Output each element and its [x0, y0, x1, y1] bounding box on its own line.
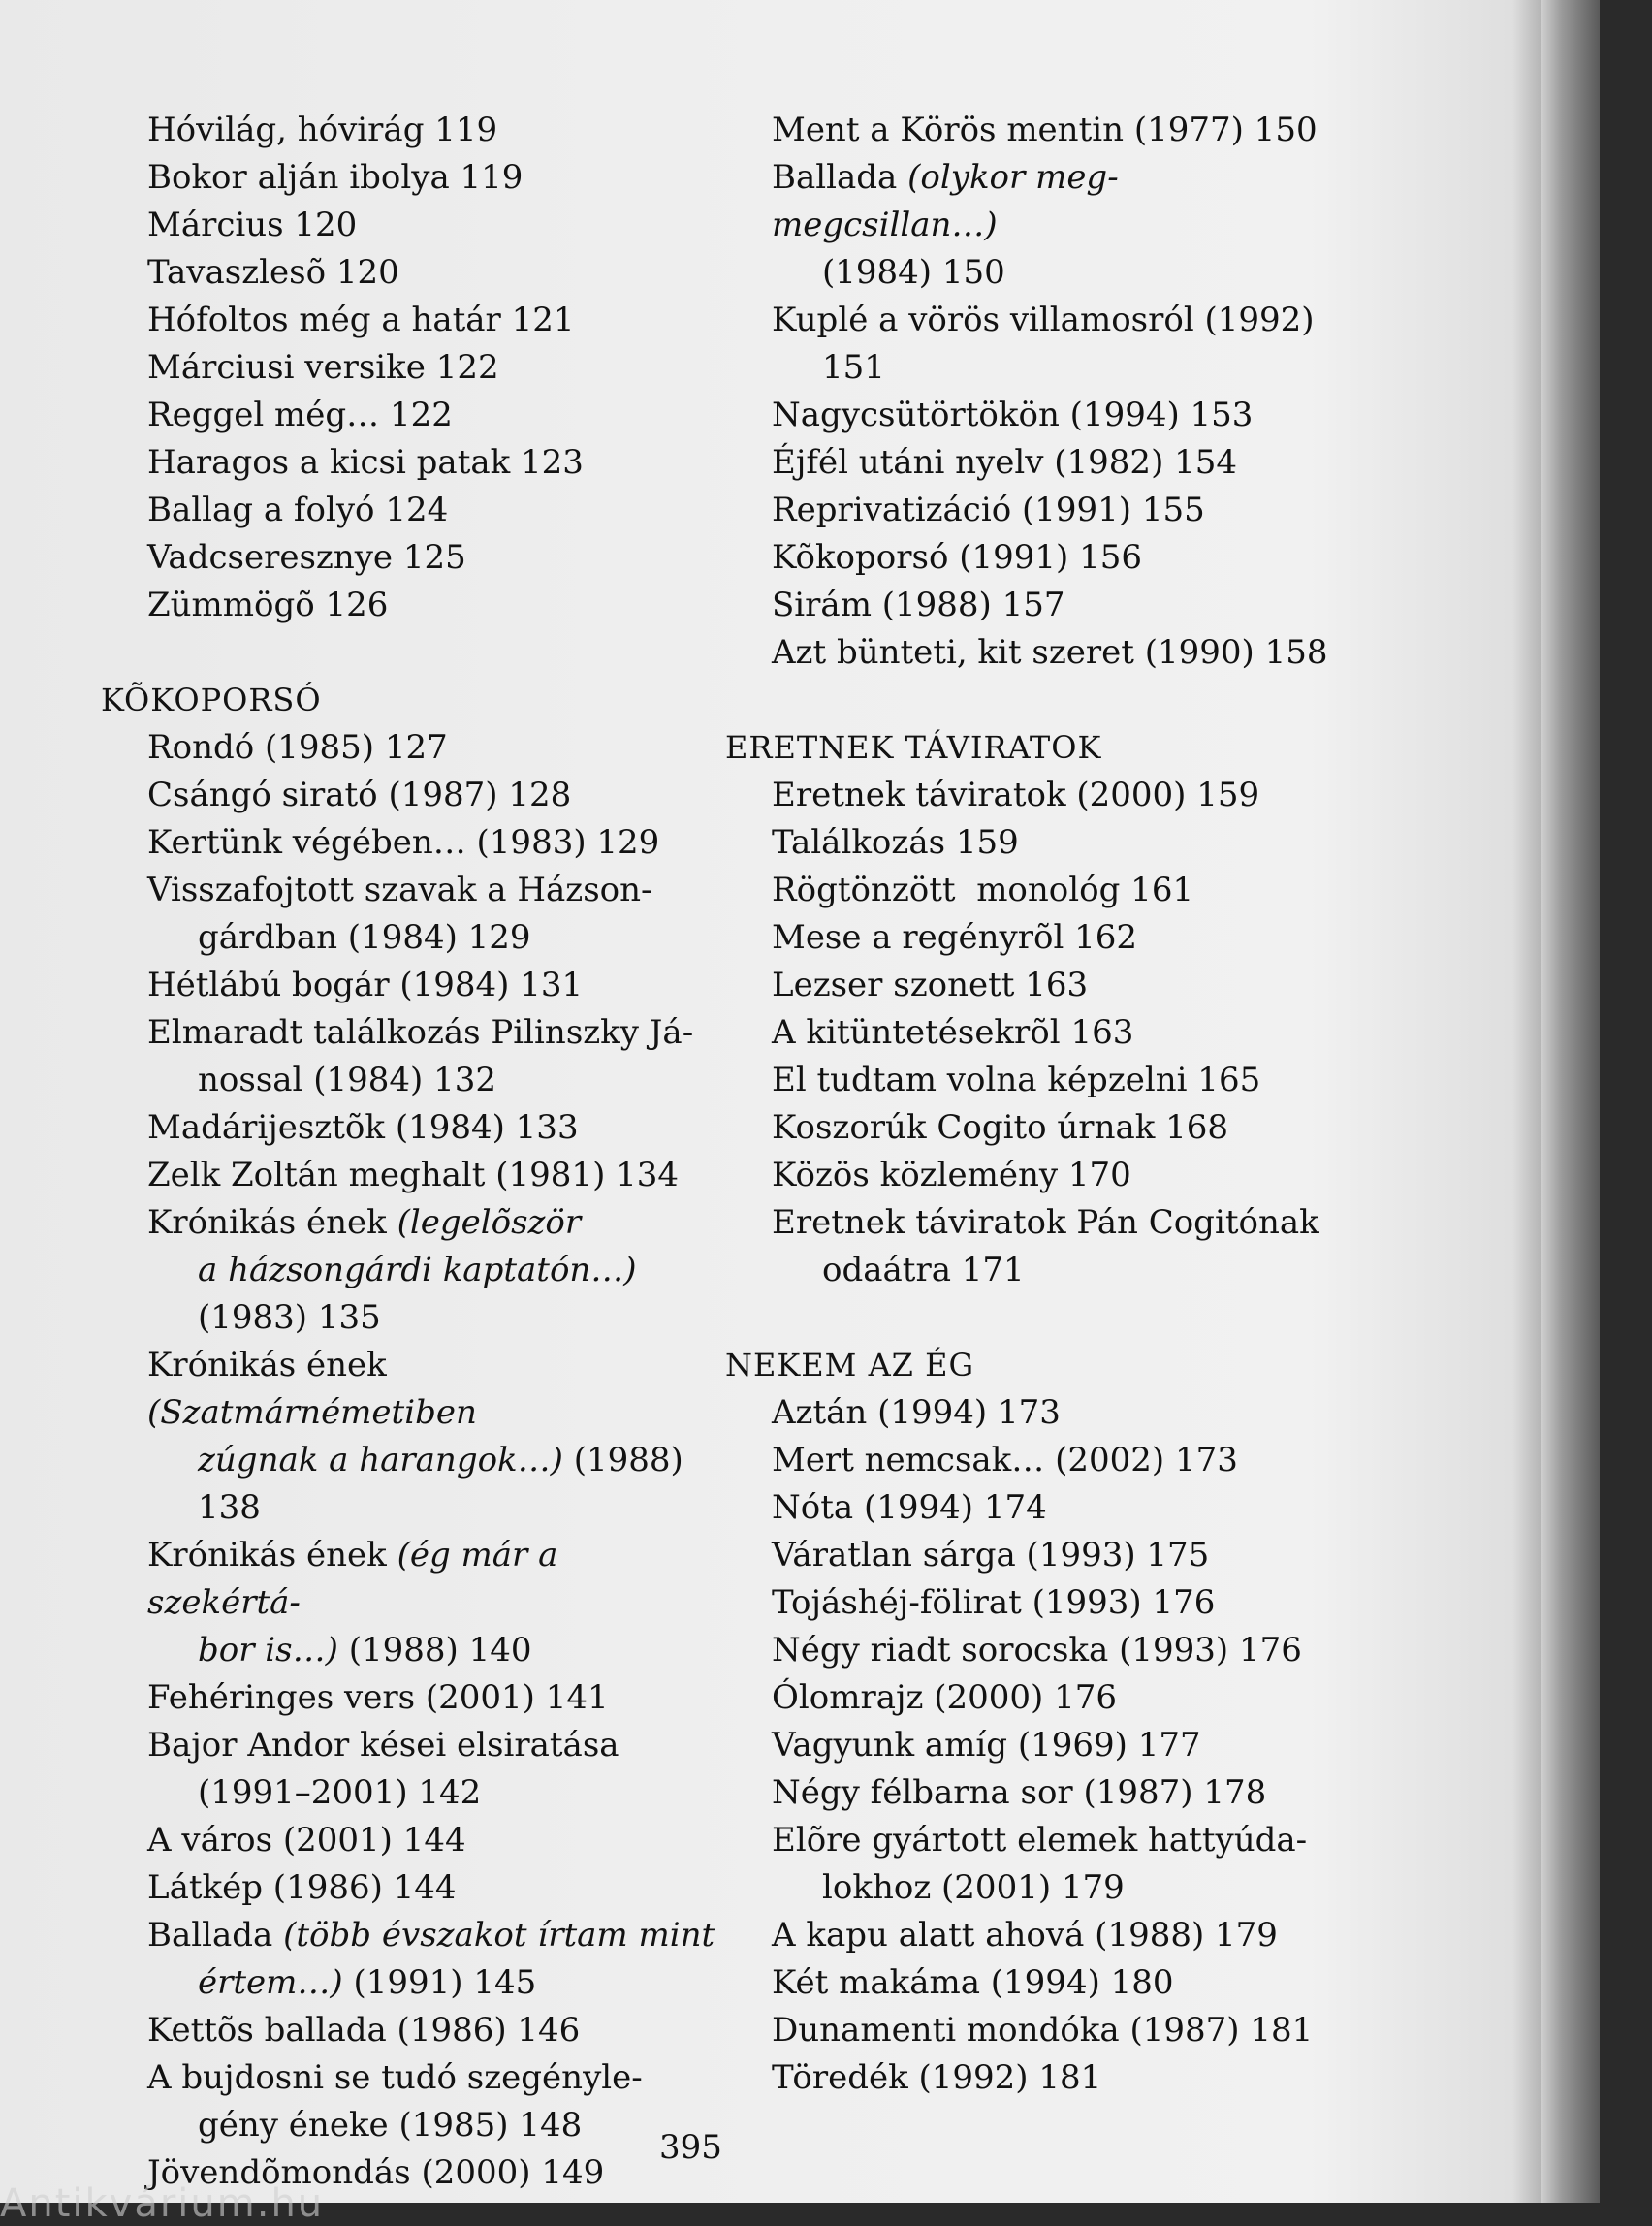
toc-entry: Fehéringes vers (2001) 141 [147, 1678, 609, 1717]
toc-entry: Elõre gyártott elemek hattyúda- [772, 1821, 1308, 1860]
entry-title: Krónikás ének [147, 1346, 387, 1384]
section-gap [725, 677, 1336, 724]
toc-entry: Rögtönzött monológ 161 [772, 871, 1194, 909]
toc-entry-continuation: odaátra 171 [822, 1251, 1025, 1289]
watermark: Antikvárium.hu [0, 2181, 325, 2226]
toc-entry: Ballag a folyó 124 [147, 491, 449, 529]
toc-entry: Látkép (1986) 144 [147, 1868, 457, 1907]
section-heading: NEKEM AZ ÉG [725, 1347, 974, 1383]
toc-entry-continuation: 151 [822, 348, 885, 387]
section-heading: ERETNEK TÁVIRATOK [725, 729, 1102, 766]
toc-entry: Márciusi versike 122 [147, 348, 499, 387]
toc-entry: Reggel még… 122 [147, 396, 453, 434]
toc-entry: Koszorúk Cogito úrnak 168 [772, 1108, 1229, 1147]
toc-entry: Éjfél utáni nyelv (1982) 154 [772, 443, 1238, 482]
toc-entry-continuation [101, 1247, 721, 1294]
toc-entry: Tavaszlesõ 120 [147, 253, 399, 292]
toc-entry: Tojáshéj-fölirat (1993) 176 [772, 1583, 1216, 1622]
toc-entry: Két makáma (1994) 180 [772, 1963, 1174, 2002]
toc-entry: Váratlan sárga (1993) 175 [772, 1536, 1210, 1574]
right-column [725, 107, 1336, 2102]
book-edge [1541, 0, 1600, 2203]
toc-entry: Jövendõmondás (2000) 149 [147, 2153, 605, 2192]
toc-entry-continuation [101, 1959, 721, 2007]
entry-subtitle: (legelõször [397, 1203, 582, 1242]
toc-entry: Eretnek táviratok (2000) 159 [772, 776, 1260, 814]
toc-entry: Reprivatizáció (1991) 155 [772, 491, 1205, 529]
toc-entry: A kitüntetésekrõl 163 [772, 1013, 1134, 1052]
toc-entry-continuation: (1983) 135 [198, 1298, 381, 1337]
toc-entry-continuation: (1991–2001) 142 [198, 1773, 482, 1812]
toc-entry: Kõkoporsó (1991) 156 [772, 538, 1143, 577]
toc-entry: Azt bünteti, kit szeret (1990) 158 [772, 633, 1328, 672]
toc-entry [101, 1912, 721, 1959]
toc-entry [101, 1199, 721, 1247]
section-gap [101, 629, 721, 677]
page-number: 395 [659, 2128, 722, 2167]
toc-entry-continuation: gény éneke (1985) 148 [198, 2106, 583, 2145]
toc-entry: Kettõs ballada (1986) 146 [147, 2011, 581, 2050]
entry-subtitle: (olykor meg-megcsillan…) [772, 158, 1119, 244]
toc-entry: Rondó (1985) 127 [147, 728, 448, 767]
left-column [101, 107, 721, 2197]
toc-entry: Kuplé a vörös villamosról (1992) [772, 301, 1315, 339]
toc-entry: Ólomrajz (2000) 176 [772, 1678, 1118, 1717]
entry-subtitle: (Szatmárnémetiben [147, 1393, 477, 1432]
toc-entry: Ment a Körös mentin (1977) 150 [772, 111, 1318, 149]
entry-subtitle: értem…) [198, 1963, 343, 2002]
toc-entry-continuation: lokhoz (2001) 179 [822, 1868, 1125, 1907]
toc-entry: Vadcseresznye 125 [147, 538, 466, 577]
toc-entry: Nagycsütörtökön (1994) 153 [772, 396, 1254, 434]
entry-page: (1988) 138 [198, 1441, 683, 1527]
toc-entry: Kertünk végében… (1983) 129 [147, 823, 660, 862]
entry-title: Krónikás ének [147, 1203, 397, 1242]
toc-entry [725, 154, 1336, 249]
section-heading: KÕKOPORSÓ [101, 682, 322, 718]
toc-entry: Elmaradt találkozás Pilinszky Já- [147, 1013, 694, 1052]
toc-entry: Mese a regényrõl 162 [772, 918, 1138, 957]
toc-entry: Csángó sirató (1987) 128 [147, 776, 572, 814]
entry-title: Ballada [772, 158, 908, 197]
toc-entry: Vagyunk amíg (1969) 177 [772, 1726, 1201, 1765]
toc-entry-continuation: (1984) 150 [822, 253, 1005, 292]
toc-entry: Visszafojtott szavak a Házson- [147, 871, 652, 909]
toc-entry-continuation: gárdban (1984) 129 [198, 918, 531, 957]
toc-entry: Bajor Andor kései elsiratása [147, 1726, 620, 1765]
toc-entry: Dunamenti mondóka (1987) 181 [772, 2011, 1314, 2050]
toc-entry: Hóvilág, hóvirág 119 [147, 111, 498, 149]
entry-subtitle: (több évszakot írtam mint [283, 1916, 715, 1955]
toc-entry: Zümmögõ 126 [147, 586, 389, 624]
entry-subtitle: bor is…) [198, 1631, 338, 1670]
toc-entry [101, 1532, 721, 1627]
entry-subtitle: zúgnak a harangok…) [198, 1441, 563, 1479]
toc-entry: Zelk Zoltán meghalt (1981) 134 [147, 1156, 680, 1194]
toc-entry: A bujdosni se tudó szegényle- [147, 2058, 643, 2097]
toc-entry-continuation [101, 1627, 721, 1674]
entry-page: (1991) 145 [342, 1963, 537, 2002]
toc-entry: Aztán (1994) 173 [772, 1393, 1061, 1432]
toc-entry: Haragos a kicsi patak 123 [147, 443, 584, 482]
toc-entry: Találkozás 159 [772, 823, 1019, 862]
toc-entry-continuation [101, 1437, 721, 1532]
entry-title: Ballada [147, 1916, 284, 1955]
toc-entry-continuation: nossal (1984) 132 [198, 1061, 496, 1099]
entry-page: (1988) 140 [337, 1631, 532, 1670]
toc-entry: Sirám (1988) 157 [772, 586, 1065, 624]
toc-entry: Hófoltos még a határ 121 [147, 301, 575, 339]
toc-entry: Lezser szonett 163 [772, 966, 1089, 1004]
toc-entry: A kapu alatt ahová (1988) 179 [772, 1916, 1278, 1955]
toc-entry: El tudtam volna képzelni 165 [772, 1061, 1261, 1099]
section-gap [725, 1294, 1336, 1342]
toc-entry: Március 120 [147, 206, 358, 244]
toc-entry: Töredék (1992) 181 [772, 2058, 1102, 2097]
entry-subtitle: a házsongárdi kaptatón…) [198, 1251, 637, 1289]
toc-entry [101, 1342, 721, 1437]
toc-entry: Közös közlemény 170 [772, 1156, 1131, 1194]
toc-entry: Négy riadt sorocska (1993) 176 [772, 1631, 1302, 1670]
entry-title: Krónikás ének [147, 1536, 397, 1574]
toc-entry: Mert nemcsak… (2002) 173 [772, 1441, 1238, 1479]
toc-entry: Hétlábú bogár (1984) 131 [147, 966, 584, 1004]
entry-subtitle: (ég már a szekértá- [147, 1536, 558, 1622]
toc-entry: Nóta (1994) 174 [772, 1488, 1047, 1527]
toc-entry: Eretnek táviratok Pán Cogitónak [772, 1203, 1319, 1242]
toc-entry: Bokor alján ibolya 119 [147, 158, 524, 197]
toc-entry: Madárijesztõk (1984) 133 [147, 1108, 579, 1147]
toc-entry: Négy félbarna sor (1987) 178 [772, 1773, 1267, 1812]
toc-entry: A város (2001) 144 [147, 1821, 466, 1860]
